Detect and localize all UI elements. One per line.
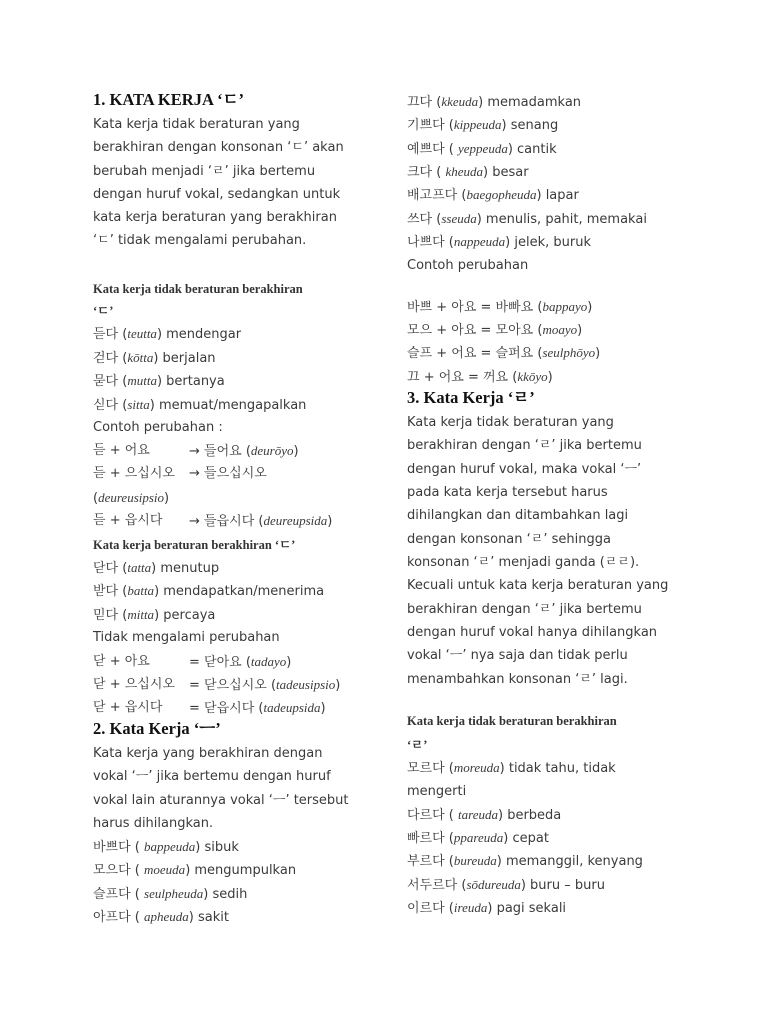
s2-desc-line: vokal ‘ㅡ’ jika bertemu dengan huruf bbox=[93, 769, 331, 784]
section-1-title: 1. KATA KERJA ‘ㄷ’ bbox=[93, 90, 245, 109]
vocab-item: 묻다 (mutta) bertanya bbox=[93, 373, 225, 389]
vocab-item: 걷다 (kōtta) berjalan bbox=[93, 350, 216, 366]
s3-desc-line: dengan huruf vokal, maka vokal ‘ㅡ’ bbox=[407, 462, 642, 477]
conjugation-row: 닫 + 으십시오 = 닫으십시오 (tadeusipsio) bbox=[93, 677, 341, 693]
s1-desc-line: Kata kerja tidak beraturan yang bbox=[93, 117, 300, 132]
s1-subheading-irregular: Kata kerja tidak beraturan berakhiran bbox=[93, 282, 303, 296]
s3-desc-line: vokal ‘ㅡ’ nya saja dan tidak perlu bbox=[407, 648, 628, 663]
vocab-item: 받다 (batta) mendapatkan/menerima bbox=[93, 583, 325, 599]
conjugation-row: 듣 + 으십시오 → 들으십시오 bbox=[93, 466, 267, 481]
s1-subheading-irregular-cont: ‘ㄷ’ bbox=[93, 304, 114, 318]
s3-desc-line: menambahkan konsonan ‘ㄹ’ lagi. bbox=[407, 672, 628, 687]
vocab-item: 크다 ( kheuda) besar bbox=[407, 164, 529, 180]
vocab-item: 예쁘다 ( yeppeuda) cantik bbox=[407, 141, 557, 157]
conjugation-row: 닫 + 읍시다 = 닫읍시다 (tadeupsida) bbox=[93, 700, 326, 716]
section-3-title: 3. Kata Kerja ‘ㄹ’ bbox=[407, 388, 535, 407]
conjugation-row: 슬프 + 어요 = 슬퍼요 (seulphōyo) bbox=[407, 345, 601, 361]
s3-desc-line: pada kata kerja tersebut harus bbox=[407, 485, 608, 500]
conjugation-row-romanization: (deureusipsio) bbox=[93, 490, 170, 506]
s2-desc-line: vokal lain aturannya vokal ‘ㅡ’ tersebut bbox=[93, 793, 349, 808]
vocab-item: 모으다 ( moeuda) mengumpulkan bbox=[93, 862, 297, 878]
s1-desc-line: ‘ㄷ’ tidak mengalami perubahan. bbox=[93, 233, 307, 248]
example-label: Contoh perubahan bbox=[407, 258, 529, 273]
s2-desc-line: harus dihilangkan. bbox=[93, 816, 214, 831]
vocab-item: 모르다 (moreuda) tidak tahu, tidak bbox=[407, 760, 616, 776]
s3-desc-line: Kata kerja tidak beraturan yang bbox=[407, 415, 614, 430]
s2-desc-line: Kata kerja yang berakhiran dengan bbox=[93, 746, 323, 761]
vocab-item: 아프다 ( apheuda) sakit bbox=[93, 909, 229, 925]
vocab-item: 서두르다 (sōdureuda) buru – buru bbox=[407, 877, 605, 893]
s3-subheading-irregular: Kata kerja tidak beraturan berakhiran bbox=[407, 714, 617, 728]
conjugation-row: 듣 + 읍시다 → 들읍시다 (deureupsida) bbox=[93, 513, 333, 529]
vocab-item: 부르다 (bureuda) memanggil, kenyang bbox=[407, 853, 643, 869]
vocab-item: 빠르다 (ppareuda) cepat bbox=[407, 830, 549, 846]
conjugation-row: 끄 + 어요 = 꺼요 (kkōyo) bbox=[407, 369, 553, 385]
conjugation-row: 닫 + 아요 = 닫아요 (tadayo) bbox=[93, 654, 292, 670]
vocab-item: 듣다 (teutta) mendengar bbox=[93, 326, 242, 342]
s3-desc-line: berakhiran dengan ‘ㄹ’ jika bertemu bbox=[407, 438, 642, 453]
s1-subheading-regular: Kata kerja beraturan berakhiran ‘ㄷ’ bbox=[93, 538, 296, 552]
vocab-item: 다르다 ( tareuda) berbeda bbox=[407, 807, 562, 823]
example-label: Contoh perubahan : bbox=[93, 420, 223, 435]
s1-desc-line: berakhiran dengan konsonan ‘ㄷ’ akan bbox=[93, 140, 344, 155]
vocab-item: 나쁘다 (nappeuda) jelek, buruk bbox=[407, 234, 591, 250]
vocab-item: 쓰다 (sseuda) menulis, pahit, memakai bbox=[407, 211, 647, 227]
vocab-item: 싣다 (sitta) memuat/mengapalkan bbox=[93, 397, 307, 413]
s3-desc-line: konsonan ‘ㄹ’ menjadi ganda (ㄹㄹ). bbox=[407, 555, 640, 570]
vocab-item: 바쁘다 ( bappeuda) sibuk bbox=[93, 839, 239, 855]
s3-desc-line: dengan konsonan ‘ㄹ’ sehingga bbox=[407, 532, 611, 547]
vocab-item-cont: mengerti bbox=[407, 784, 467, 799]
vocab-item: 이르다 (ireuda) pagi sekali bbox=[407, 900, 567, 916]
s3-desc-line: berakhiran dengan ‘ㄹ’ jika bertemu bbox=[407, 602, 642, 617]
vocab-item: 끄다 (kkeuda) memadamkan bbox=[407, 94, 582, 110]
s1-desc-line: dengan huruf vokal, sedangkan untuk bbox=[93, 187, 341, 202]
conjugation-row: 듣 + 어요 → 들어요 (deurōyo) bbox=[93, 443, 299, 459]
vocab-item: 닫다 (tatta) menutup bbox=[93, 560, 220, 576]
s3-desc-line: Kecuali untuk kata kerja beraturan yang bbox=[407, 578, 669, 593]
section-2-title: 2. Kata Kerja ‘ㅡ’ bbox=[93, 719, 221, 738]
s3-subheading-irregular-cont: ‘ㄹ’ bbox=[407, 738, 428, 752]
s3-desc-line: dihilangkan dan ditambahkan lagi bbox=[407, 508, 629, 523]
s3-desc-line: dengan huruf vokal hanya dihilangkan bbox=[407, 625, 658, 640]
vocab-item: 슬프다 ( seulpheuda) sedih bbox=[93, 886, 248, 902]
vocab-item: 배고프다 (baegopheuda) lapar bbox=[407, 187, 579, 203]
conjugation-row: 모으 + 아요 = 모아요 (moayo) bbox=[407, 322, 583, 338]
conjugation-row: 바쁘 + 아요 = 바빠요 (bappayo) bbox=[407, 299, 593, 315]
s1-desc-line: kata kerja beraturan yang berakhiran bbox=[93, 210, 337, 225]
s1-desc-line: berubah menjadi ‘ㄹ’ jika bertemu bbox=[93, 164, 316, 179]
no-change-label: Tidak mengalami perubahan bbox=[93, 630, 280, 645]
vocab-item: 믿다 (mitta) percaya bbox=[93, 607, 216, 623]
vocab-item: 기쁘다 (kippeuda) senang bbox=[407, 117, 559, 133]
